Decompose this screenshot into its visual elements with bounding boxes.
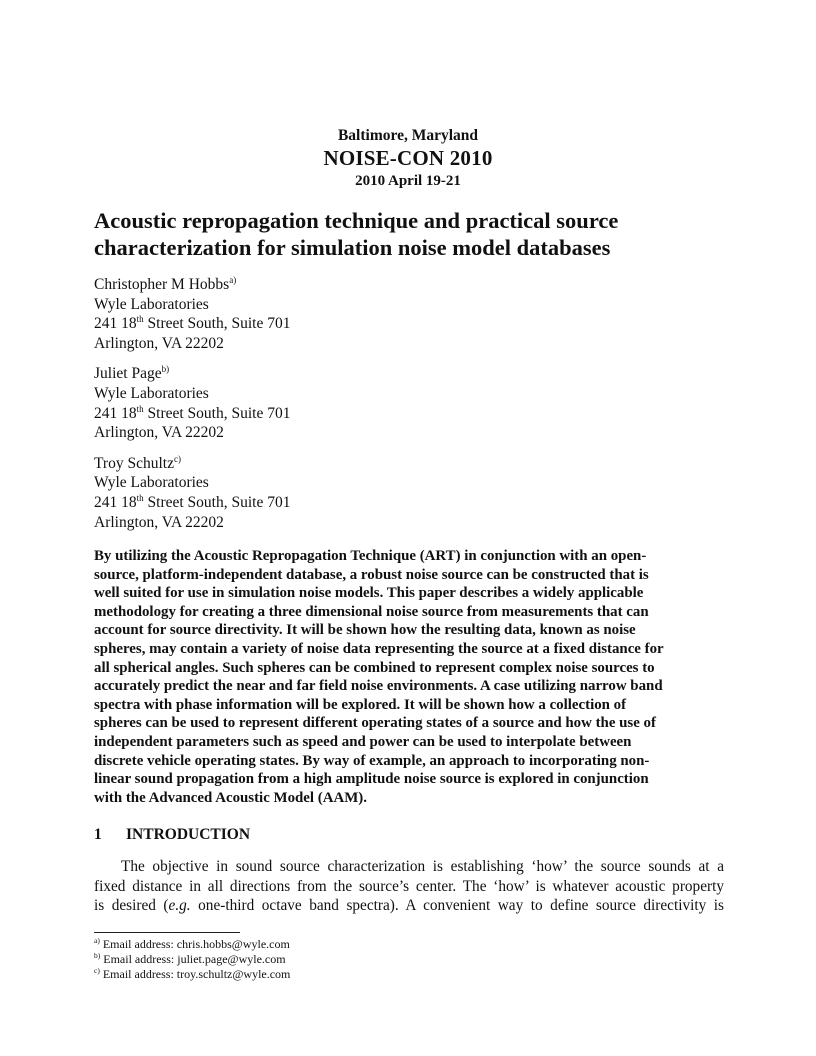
street-ordinal: th bbox=[136, 403, 144, 414]
street-ordinal: th bbox=[136, 492, 144, 503]
title-line: Acoustic repropagation technique and practical source bbox=[94, 208, 619, 233]
footnote-text: Email address: troy.schultz@wyle.com bbox=[99, 967, 291, 981]
section-title: INTRODUCTION bbox=[126, 826, 251, 843]
body-line: The objective in sound source characterization is establishing ‘how’ the source sounds at a bbox=[121, 858, 724, 875]
body-emphasis: e.g. bbox=[168, 897, 191, 914]
author-city: Arlington, VA 22202 bbox=[94, 513, 224, 531]
author-organization: Wyle Laboratories bbox=[94, 384, 209, 402]
abstract-line: accurately predict the near and far field noise environments. A case utilizing narrow band bbox=[94, 678, 663, 695]
street-rest: Street South, Suite 701 bbox=[143, 315, 291, 333]
abstract bbox=[94, 547, 734, 807]
author-name: Juliet Page bbox=[94, 365, 162, 383]
paper-title bbox=[94, 207, 734, 261]
abstract-line: with the Advanced Acoustic Model (AAM). bbox=[94, 789, 367, 806]
section-number: 1 bbox=[94, 826, 102, 843]
body-line: fixed distance in all directions from the source’s center. The ‘how’ is whatever acoustic property bbox=[94, 877, 724, 895]
author-footnote-mark: a) bbox=[229, 274, 237, 285]
abstract-line: spectra with phase information will be explored. It will be shown how a collection of bbox=[94, 696, 627, 713]
street-rest: Street South, Suite 701 bbox=[143, 493, 291, 511]
author-organization: Wyle Laboratories bbox=[94, 474, 209, 492]
footnote-text: Email address: chris.hobbs@wyle.com bbox=[99, 937, 290, 951]
street-number: 241 18 bbox=[94, 404, 137, 422]
street-number: 241 18 bbox=[94, 493, 137, 511]
abstract-line: independent parameters such as speed and power can be used to interpolate between bbox=[94, 733, 632, 750]
abstract-line: all spherical angles. Such spheres can be combined to represent complex noise sources to bbox=[94, 659, 655, 676]
conference-location: Baltimore, Maryland bbox=[337, 127, 479, 144]
author-name: Troy Schultz bbox=[94, 454, 174, 472]
conference-name: NOISE-CON 2010 bbox=[323, 146, 493, 170]
abstract-line: spheres can be used to represent different operating states of a source and how the use of bbox=[94, 715, 656, 732]
abstract-line: source, platform-independent database, a robust noise source can be constructed that is bbox=[94, 566, 649, 583]
author-street bbox=[94, 493, 594, 513]
footnote bbox=[94, 937, 594, 952]
abstract-line: methodology for creating a three dimensional noise source from measurements that can bbox=[94, 603, 649, 620]
abstract-line: spheres, may contain a variety of noise data representing the source at a fixed distance for bbox=[94, 640, 664, 657]
author-name-line bbox=[94, 454, 594, 474]
author-organization: Wyle Laboratories bbox=[94, 295, 209, 313]
street-ordinal: th bbox=[136, 314, 144, 325]
footnote-mark: b) bbox=[94, 951, 101, 960]
author-city: Arlington, VA 22202 bbox=[94, 424, 224, 442]
body-text: is desired ( bbox=[94, 897, 169, 914]
author-city: Arlington, VA 22202 bbox=[94, 334, 224, 352]
author-name: Christopher M Hobbs bbox=[94, 276, 230, 293]
street-rest: Street South, Suite 701 bbox=[143, 404, 291, 422]
footnote-mark: a) bbox=[94, 936, 100, 945]
section-heading bbox=[94, 826, 250, 844]
abstract-line: By utilizing the Acoustic Repropagation Technique (ART) in conjunction with an open- bbox=[94, 548, 647, 564]
author-list bbox=[94, 275, 594, 543]
author-name-line bbox=[94, 275, 594, 295]
abstract-line: discrete vehicle operating states. By way of example, an approach to incorporating non- bbox=[94, 752, 650, 769]
title-line: characterization for simulation noise model databases bbox=[94, 235, 611, 260]
conference-dates: 2010 April 19-21 bbox=[355, 173, 461, 189]
author-footnote-mark: b) bbox=[161, 364, 170, 375]
footnote bbox=[94, 952, 594, 967]
author-block bbox=[94, 454, 594, 532]
author-block bbox=[94, 364, 594, 442]
footnote-separator bbox=[94, 932, 240, 933]
author-street bbox=[94, 314, 594, 334]
abstract-line: account for source directivity. It will be shown how the resulting data, known as noise bbox=[94, 622, 636, 639]
footnote bbox=[94, 967, 594, 982]
footnote-mark: c) bbox=[94, 966, 100, 975]
author-street bbox=[94, 404, 594, 424]
abstract-line: well suited for use in simulation noise models. This paper describes a widely applicable bbox=[94, 585, 644, 602]
abstract-line: linear sound propagation from a high amplitude noise source is explored in conjunction bbox=[94, 771, 649, 788]
footnotes bbox=[94, 937, 594, 982]
author-block bbox=[94, 275, 594, 353]
street-number: 241 18 bbox=[94, 315, 137, 333]
author-footnote-mark: c) bbox=[173, 453, 181, 464]
author-name-line bbox=[94, 364, 594, 384]
footnote-text: Email address: juliet.page@wyle.com bbox=[100, 952, 286, 966]
introduction-paragraph bbox=[94, 857, 724, 916]
body-line bbox=[94, 896, 724, 916]
body-text: one-third octave band spectra). A convenient way to define source directivity is bbox=[190, 897, 724, 914]
